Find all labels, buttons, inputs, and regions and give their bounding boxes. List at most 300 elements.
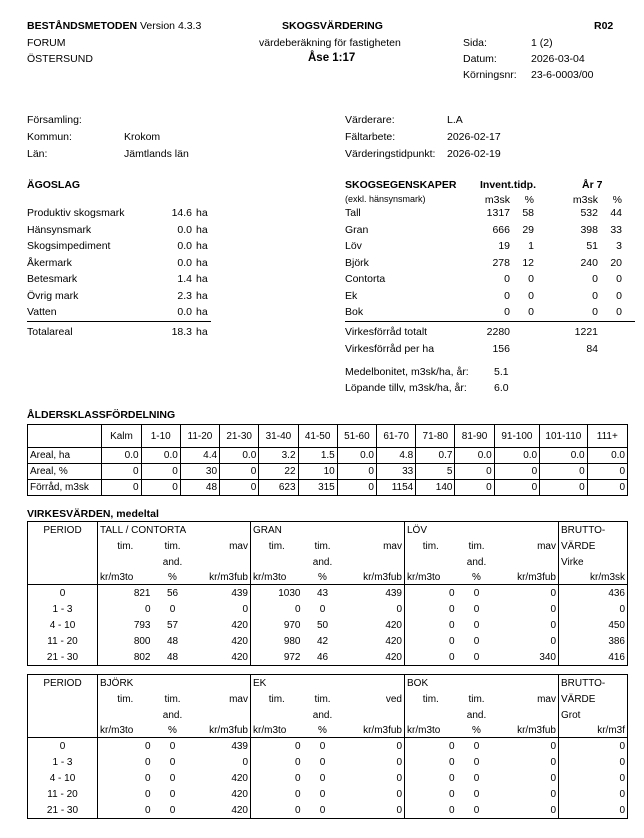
vk2-value: 0 [343,802,405,819]
report-code: R02 [594,20,614,32]
vk2-value: 0 [169,756,176,768]
alder-cell: 30 [180,464,219,480]
vk2-h-and: and. [466,709,487,721]
vk1-value: 386 [559,633,628,649]
alder-cell: 4.4 [180,448,219,464]
vk1-period: 4 - 10 [28,617,98,633]
vk1-value: 802 [98,649,153,666]
vk1-value: 0 [169,603,176,615]
skog-invent-pct: 1 [528,240,534,252]
alder-cell: 3.2 [259,448,298,464]
vk2-group-1: BJÖRK [98,675,153,692]
empty-cell [343,554,405,570]
report-subtitle: värdeberäkning för fastigheten [259,37,401,49]
vk2-value: 0 [98,754,153,770]
vk2-group-3: BOK [405,675,457,692]
vk2-value: 0 [319,772,326,784]
run-value: 23-6-0003/00 [531,69,594,81]
vk1-h-and: and. [312,556,333,568]
empty-cell [28,707,98,723]
vk1-unit: kr/m3to [251,570,303,585]
alder-cell: 0.0 [102,448,141,464]
alder-cell: 623 [259,480,298,496]
agoslag-label: Hänsynsmark [27,223,92,236]
vk1-unit: kr/m3fub [193,570,251,585]
bonitet-label: Medelbonitet, m3sk/ha, år: [345,366,469,378]
empty-cell [497,554,559,570]
vk1-group-3: LÖV [405,522,457,539]
vk2-value: 0 [473,740,480,752]
skog-unit-m3sk-2: m3sk [572,194,598,206]
vk1-value: 0 [550,619,556,631]
alder-header: 71-80 [416,425,455,448]
skog-label: Contorta [345,273,386,285]
agoslag-unit: ha [196,207,208,219]
vk2-unit: kr/m3f [559,723,628,738]
vk1-value: 46 [303,649,343,666]
vk2-value: 0 [396,788,402,800]
virke-title-text: VIRKESVÄRDEN, medeltal [27,508,159,520]
skog-invent-m3sk: 19 [498,240,510,252]
empty-cell [457,675,497,692]
alder-cell: 0 [587,480,627,496]
skog-invent-pct: 29 [522,223,534,236]
agoslag-label: Skogsimpediment [27,240,111,252]
perha-invent: 156 [492,343,510,355]
vk1-h-mav: mav [229,540,248,552]
empty-cell [497,675,559,692]
vk2-value: 0 [473,772,480,784]
vk2-group-row [28,675,628,692]
vk2-period: 1 - 3 [28,754,98,770]
vk2-h-mav: mav [229,693,248,705]
agoslag-value: 1.4 [177,273,192,285]
lopande-label: Löpande tillv, m3sk/ha, år: [345,382,467,394]
vardtid-value: 2026-02-19 [447,148,501,160]
skog-label: Bok [345,306,364,318]
alder-cell: 0 [540,464,588,480]
skog-ar7-pct: 20 [610,256,622,269]
vk1-unit-row [28,570,628,585]
vk1-data-row [28,585,628,602]
alder-cell: 0 [141,464,180,480]
vk2-unit-row [28,723,628,738]
empty-cell [28,723,98,738]
empty-cell [193,707,251,723]
empty-cell [497,522,559,539]
alder-table [27,424,628,496]
varderare-label: Värderare: [345,114,395,126]
vk1-value: 420 [231,619,248,631]
vk2-value: 0 [251,754,303,770]
agoslag-label: Produktiv skogsmark [27,207,125,219]
vk2-value: 0 [396,772,402,784]
vk2-value: 0 [550,740,556,752]
alder-cell: 5 [416,464,455,480]
empty-cell [28,570,98,585]
alder-header: 111+ [587,425,627,448]
vk1-value: 50 [316,619,329,631]
vk2-unit: % [153,723,193,738]
skog-ar7-pct: 0 [616,306,622,318]
vk1-value: 1030 [251,585,303,602]
vk2-value: 0 [98,770,153,786]
vk2-value: 420 [193,802,251,819]
alder-row-label: Areal, % [28,464,102,480]
skog-label: Löv [345,240,362,252]
vk2-value: 0 [169,772,176,784]
vk2-value: 0 [303,802,343,819]
alder-cell: 33 [376,464,415,480]
vk1-value: 420 [231,635,248,647]
vk1-value: 972 [251,649,303,666]
empty-cell [405,554,457,570]
vk2-header-row-2 [28,707,628,723]
vk1-value: 0 [396,603,402,615]
vk2-value: 0 [559,754,628,770]
agoslag-value: 0.0 [177,256,192,269]
skog-invent-m3sk: 666 [492,223,510,236]
vk2-h-tim: tim. [405,691,457,707]
agoslag-value: 2.3 [177,289,192,302]
vk1-value: 0 [98,601,153,617]
vk2-value: 0 [396,740,402,752]
date-value: 2026-03-04 [531,53,585,65]
skog-invent-pct: 0 [528,289,534,302]
alder-cell: 0.0 [540,448,588,464]
vk2-brutto-2: VÄRDE [559,691,628,707]
alder-cell: 0 [102,480,141,496]
alder-cell: 1.5 [298,448,337,464]
vk1-value: 0 [405,633,457,649]
vk1-value: 821 [98,585,153,602]
vk2-h-tim2: tim. [314,693,331,705]
skog-ar7-m3sk: 0 [592,289,598,302]
page-value: 1 (2) [531,37,553,49]
vk2-value: 0 [559,738,628,755]
vk1-brutto-1: BRUTTO- [559,522,628,539]
vk2-h-mav: ved [385,693,402,705]
empty-cell [193,554,251,570]
vk1-unit: kr/m3fub [497,570,559,585]
alder-cell: 0.7 [416,448,455,464]
alder-row [28,480,628,496]
vk2-value: 0 [473,756,480,768]
lan-label: Län: [27,148,48,160]
skog-invent-m3sk: 1317 [486,207,510,219]
vk1-value: 0 [457,649,497,666]
agoslag-label: Betesmark [27,273,78,285]
vk2-h-mav: mav [537,693,556,705]
vk2-period: 0 [28,738,98,755]
skog-unit-m3sk: m3sk [484,194,510,206]
virke-title [27,508,159,520]
vk2-unit: kr/m3fub [343,723,405,738]
org-line-2: ÖSTERSUND [27,53,93,65]
lan-value: Jämtlands län [124,148,189,160]
vk1-unit: kr/m3sk [559,570,628,585]
vk2-h-tim: tim. [98,691,153,707]
alder-row-label: Förråd, m3sk [28,480,102,496]
vardtid-label: Värderingstidpunkt: [345,148,436,160]
vk2-value: 0 [405,754,457,770]
agoslag-label: Åkermark [27,256,72,269]
alder-header: 91-100 [494,425,539,448]
vk2-value: 0 [98,786,153,802]
empty-cell [251,554,303,570]
vk1-value: 57 [166,619,179,631]
vk2-period: 11 - 20 [28,786,98,802]
vk2-unit: % [457,723,497,738]
skog-label: Gran [345,223,369,236]
varderare-value: L.A [447,114,463,126]
skog-ar7-pct: 0 [616,273,622,285]
vk2-unit: kr/m3fub [497,723,559,738]
vk2-value: 0 [98,802,153,819]
skog-ar7-m3sk: 0 [592,273,598,285]
vk1-h-tim: tim. [98,538,153,554]
vk1-unit: % [457,570,497,585]
vk2-value: 0 [405,786,457,802]
vk1-value: 420 [385,635,402,647]
skog-col-invent: Invent.tidp. [480,179,536,191]
vk2-h-and: and. [312,709,333,721]
alder-cell: 0 [220,464,259,480]
empty-cell [153,675,193,692]
alder-cell: 0 [455,464,494,480]
skog-ar7-m3sk: 532 [580,207,598,219]
vk1-value: 0 [473,603,480,615]
vk2-value: 439 [231,740,248,752]
bonitet-value: 5.1 [494,366,509,378]
vk2-unit: kr/m3to [251,723,303,738]
skog-invent-pct: 12 [522,256,534,269]
perha-ar7: 84 [586,343,598,355]
vk1-value: 436 [559,585,628,602]
vk1-value: 48 [166,635,179,647]
alder-cell: 0 [540,480,588,496]
skog-subtitle: (exkl. hänsynsmark) [345,194,426,204]
tot-invent: 2280 [486,326,510,338]
vk1-value: 439 [231,587,248,599]
alder-cell: 0.0 [337,448,376,464]
kommun-label: Kommun: [27,131,72,143]
alder-cell: 4.8 [376,448,415,464]
vk2-value: 0 [319,740,326,752]
vk2-h-tim2: tim. [164,693,181,705]
vk1-header-row-2 [28,554,628,570]
vk1-value: 793 [98,617,153,633]
empty-cell [497,707,559,723]
vk2-value: 420 [231,772,248,784]
alder-cell: 0.0 [220,448,259,464]
vk2-value: 0 [153,802,193,819]
vk2-value: 0 [550,772,556,784]
alder-cell: 10 [298,464,337,480]
alder-header: 61-70 [376,425,415,448]
alder-cell: 0 [494,464,539,480]
vk1-value: 420 [343,649,405,666]
vk1-value: 0 [473,619,480,631]
alder-header: 31-40 [259,425,298,448]
alder-header: 51-60 [337,425,376,448]
vk1-group-2: GRAN [251,522,303,539]
alder-corner [28,425,102,448]
vk2-h-and: and. [162,709,183,721]
property-name: Åse 1:17 [308,52,356,64]
alder-cell: 1154 [376,480,415,496]
vk1-unit: kr/m3to [405,570,457,585]
skog-ar7-pct: 3 [616,240,622,252]
alder-header: 81-90 [455,425,494,448]
empty-cell [343,675,405,692]
program-name [27,20,201,32]
vk1-brutto-3: Virke [559,554,628,570]
vk2-data-row [28,754,628,770]
alder-row [28,464,628,480]
skog-col-ar7: År 7 [582,179,603,191]
vk2-h-tim: tim. [251,691,303,707]
empty-cell [28,538,98,554]
empty-cell [98,554,153,570]
agoslag-value: 0.0 [177,240,192,252]
vk1-value: 0 [405,649,457,666]
skog-ar7-m3sk: 398 [580,223,598,236]
empty-cell [343,707,405,723]
empty-cell [303,522,343,539]
page-label: Sida: [463,37,487,49]
vk1-value: 42 [316,635,329,647]
skog-invent-m3sk: 0 [504,273,510,285]
vk2-group-2: EK [251,675,303,692]
skog-ar7-m3sk: 240 [580,256,598,269]
vk2-value: 0 [251,738,303,755]
alder-header: 41-50 [298,425,337,448]
vk1-unit: kr/m3to [98,570,153,585]
skog-ar7-m3sk: 51 [586,240,598,252]
agoslag-value: 14.6 [171,207,192,219]
skog-invent-pct: 0 [528,273,534,285]
alder-header: 21-30 [220,425,259,448]
alder-header: 11-20 [180,425,219,448]
agoslag-divider [27,321,211,322]
date-label: Datum: [463,53,497,65]
vk1-h-tim2: tim. [468,540,485,552]
vk2-value: 0 [169,740,176,752]
vk1-value: 0 [251,601,303,617]
vk1-value: 0 [550,635,556,647]
vk2-data-row [28,770,628,786]
agoslag-unit: ha [196,256,208,269]
skog-divider [345,321,635,322]
vk2-unit: kr/m3to [405,723,457,738]
vk2-period: 21 - 30 [28,802,98,819]
skog-invent-m3sk: 0 [504,289,510,302]
agoslag-unit: ha [196,240,208,252]
alder-cell: 0.0 [587,448,627,464]
vk2-unit: % [303,723,343,738]
empty-cell [98,707,153,723]
agoslag-unit: ha [196,223,208,236]
vk1-h-tim: tim. [405,538,457,554]
skog-title: SKOGSEGENSKAPER [345,179,457,191]
faltarbete-label: Fältarbete: [345,131,396,143]
vk1-value: 0 [550,603,556,615]
vk1-brutto-2: VÄRDE [559,538,628,554]
vk2-data-row [28,738,628,755]
vk1-value: 420 [193,649,251,666]
vk1-data-row [28,633,628,649]
vk2-value: 0 [559,786,628,802]
vk1-value: 43 [316,587,329,599]
vk1-period: 0 [28,585,98,602]
vk2-value: 0 [396,756,402,768]
vk1-value: 416 [559,649,628,666]
vk2-value: 0 [251,770,303,786]
vk1-value: 48 [153,649,193,666]
vk2-value: 420 [231,788,248,800]
vk1-value: 970 [251,617,303,633]
agoslag-unit: ha [196,289,208,302]
tot-ar7: 1221 [574,326,598,338]
vk1-unit: % [153,570,193,585]
vk2-value: 0 [251,786,303,802]
vk1-value: 0 [319,603,326,615]
vk2-unit: kr/m3to [98,723,153,738]
alder-cell: 0 [102,464,141,480]
vk2-unit: kr/m3fub [193,723,251,738]
vk1-unit: kr/m3fub [343,570,405,585]
alder-cell: 0.0 [141,448,180,464]
alder-cell: 0 [587,464,627,480]
vk2-value: 0 [473,788,480,800]
program-version: Version 4.3.3 [140,20,202,32]
vk1-value: 800 [98,633,153,649]
alder-cell: 0.0 [494,448,539,464]
skog-invent-m3sk: 0 [504,306,510,318]
vk2-value: 0 [169,788,176,800]
vk1-h-tim2: tim. [314,540,331,552]
vk1-value: 980 [251,633,303,649]
vk1-header-row [28,538,628,554]
alder-row-label: Areal, ha [28,448,102,464]
faltarbete-value: 2026-02-17 [447,131,501,143]
skog-ar7-pct: 44 [610,207,622,219]
empty-cell [457,522,497,539]
skog-invent-pct: 0 [528,306,534,318]
vk2-value: 0 [405,770,457,786]
skog-label: Björk [345,256,369,269]
alder-cell: 140 [416,480,455,496]
vk1-value: 450 [559,617,628,633]
vk1-h-tim: tim. [251,538,303,554]
vk2-brutto-1: BRUTTO- [559,675,628,692]
vk1-value: 0 [550,587,556,599]
agoslag-title: ÄGOSLAG [27,179,81,191]
alder-cell: 0 [337,464,376,480]
alder-cell: 0 [337,480,376,496]
vk1-data-row [28,617,628,633]
vk1-value: 0 [242,603,248,615]
vk1-h-and: and. [466,556,487,568]
vk1-data-row [28,649,628,666]
empty-cell [251,707,303,723]
vk1-h-tim2: tim. [164,540,181,552]
skog-invent-pct: 58 [522,207,534,219]
kommun-value: Krokom [124,131,161,143]
vk1-group-row [28,522,628,539]
alder-row [28,448,628,464]
